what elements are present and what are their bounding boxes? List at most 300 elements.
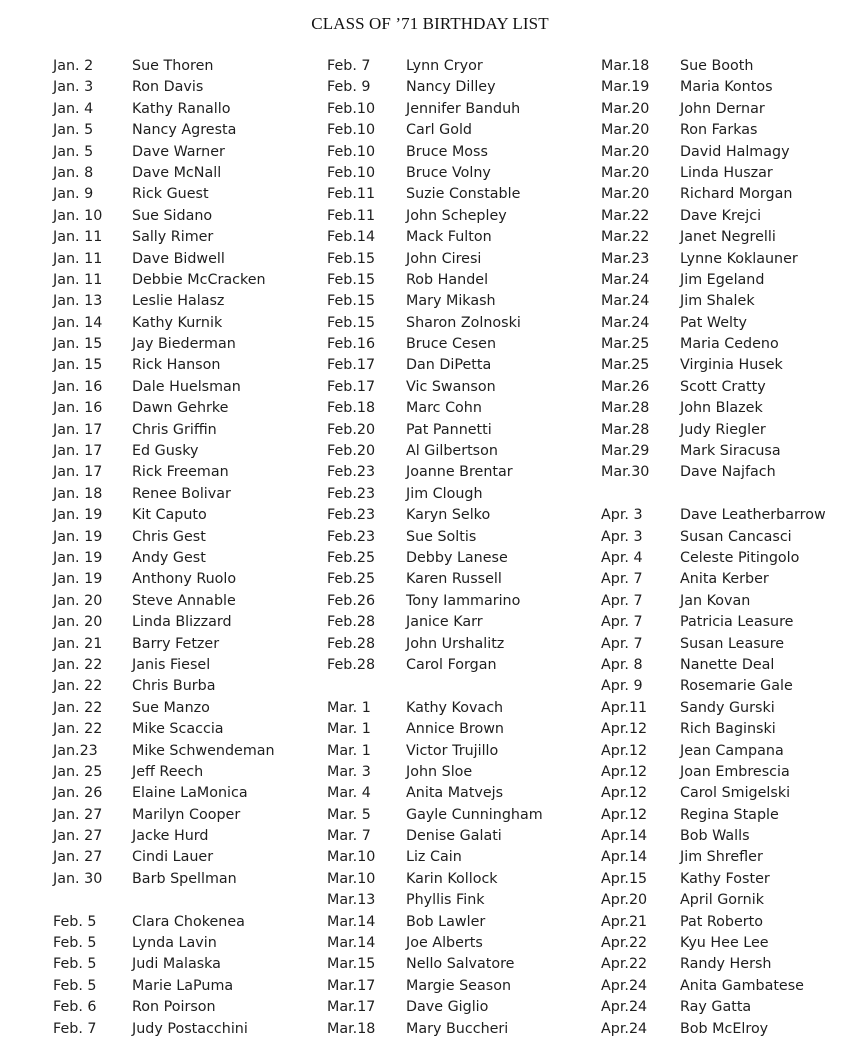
birthday-entry: [601, 227, 860, 248]
birthday-entry: [53, 505, 323, 526]
birthday-date: Jan. 19: [53, 528, 103, 545]
birthday-entry: [53, 270, 323, 291]
birthday-date: Feb.15: [327, 271, 376, 288]
classmate-name: Janis Fiesel: [132, 656, 211, 673]
birthday-date: Feb.11: [327, 186, 376, 203]
classmate-name: Lynn Cryor: [406, 58, 483, 74]
birthday-date: Jan. 22: [53, 656, 103, 673]
birthday-entry: [601, 291, 860, 312]
birthday-date: Jan. 30: [53, 870, 103, 887]
classmate-name: Jay Biederman: [132, 336, 236, 353]
classmate-name: Marilyn Cooper: [132, 806, 241, 823]
classmate-name: Pat Roberto: [680, 913, 764, 930]
birthday-date: Feb.28: [327, 656, 376, 673]
birthday-date: Jan. 21: [53, 635, 103, 652]
classmate-name: Phyllis Fink: [406, 892, 485, 909]
birthday-entry: [327, 719, 597, 740]
birthday-entry: [327, 805, 597, 826]
birthday-date: Feb.11: [327, 207, 376, 224]
classmate-name: Ron Poirson: [132, 999, 216, 1016]
birthday-entry: [327, 77, 597, 98]
birthday-entry: [601, 249, 860, 270]
classmate-name: Sally Rimer: [132, 229, 214, 246]
classmate-name: Jan Kovan: [680, 592, 751, 609]
birthday-date: Feb.20: [327, 421, 376, 438]
birthday-entry: [53, 783, 323, 804]
birthday-entry: [601, 805, 860, 826]
classmate-name: Jim Egeland: [680, 271, 765, 288]
birthday-entry: [53, 826, 323, 847]
birthday-date: Mar.10: [327, 849, 376, 866]
classmate-name: Mary Buccheri: [406, 1020, 509, 1037]
classmate-name: Kathy Kurnik: [132, 314, 223, 331]
birthday-entry: [601, 997, 860, 1018]
birthday-entry: [327, 120, 597, 141]
birthday-entry: [327, 99, 597, 120]
classmate-name: Dale Huelsman: [132, 378, 241, 395]
birthday-date: Apr.12: [601, 721, 648, 738]
birthday-entry: [601, 634, 860, 655]
classmate-name: Chris Griffin: [132, 421, 217, 438]
classmate-name: Chris Burba: [132, 678, 216, 695]
birthday-entry: [327, 505, 597, 526]
classmate-name: Virginia Husek: [680, 357, 783, 374]
classmate-name: Tony Iammarino: [406, 592, 521, 609]
birthday-date: Mar.29: [601, 443, 650, 460]
birthday-date: Mar.25: [601, 357, 650, 374]
classmate-name: Bruce Cesen: [406, 336, 497, 353]
classmate-name: Rob Handel: [406, 271, 489, 288]
classmate-name: Nello Salvatore: [406, 956, 515, 973]
birthday-entry: [53, 805, 323, 826]
birthday-entry: [327, 377, 597, 398]
birthday-entry: [53, 762, 323, 783]
birthday-date: Mar.20: [601, 186, 650, 203]
birthday-entry: [601, 548, 860, 569]
birthday-entry: [327, 227, 597, 248]
birthday-date: Jan. 26: [53, 785, 103, 802]
birthday-date: Feb.28: [327, 635, 376, 652]
birthday-entry: [327, 206, 597, 227]
classmate-name: Judy Postacchini: [132, 1020, 248, 1037]
birthday-entry: [601, 184, 860, 205]
birthday-entry: [601, 912, 860, 933]
birthday-entry: [53, 99, 323, 120]
birthday-date: Feb.20: [327, 443, 376, 460]
birthday-entry: [53, 462, 323, 483]
classmate-name: Elaine LaMonica: [132, 785, 248, 802]
birthday-entry: [327, 847, 597, 868]
classmate-name: Joan Embrescia: [680, 763, 790, 780]
classmate-name: Rick Freeman: [132, 464, 229, 481]
spacer-row: [327, 676, 597, 697]
classmate-name: Karyn Selko: [406, 507, 491, 524]
classmate-name: Judy Riegler: [680, 421, 766, 438]
birthday-entry: [327, 954, 597, 975]
birthday-entry: [327, 976, 597, 997]
birthday-date: Mar. 1: [327, 699, 371, 716]
classmate-name: Carol Smigelski: [680, 785, 791, 802]
birthday-date: Mar.28: [601, 400, 650, 417]
classmate-name: Celeste Pitingolo: [680, 549, 800, 566]
birthday-date: Apr. 4: [601, 549, 643, 566]
classmate-name: Lynda Lavin: [132, 935, 217, 952]
birthday-date: Jan. 17: [53, 464, 103, 481]
birthday-date: Jan. 2: [53, 58, 94, 74]
classmate-name: Dave Krejci: [680, 207, 762, 224]
page-title: CLASS OF ’71 BIRTHDAY LIST: [311, 14, 549, 33]
birthday-date: Apr.15: [601, 870, 648, 887]
birthday-entry: [327, 249, 597, 270]
classmate-name: Mark Siracusa: [680, 443, 781, 460]
birthday-entry: [327, 142, 597, 163]
birthday-date: Jan. 11: [53, 271, 103, 288]
birthday-date: Feb. 5: [53, 956, 97, 973]
birthday-date: Apr.14: [601, 849, 648, 866]
classmate-name: Al Gilbertson: [406, 443, 498, 460]
birthday-date: Jan.23: [53, 742, 98, 759]
birthday-entry: [53, 869, 323, 890]
birthday-entry: [53, 334, 323, 355]
classmate-name: Regina Staple: [680, 806, 779, 823]
birthday-entry: [601, 976, 860, 997]
classmate-name: Barb Spellman: [132, 870, 237, 887]
classmate-name: John Ciresi: [406, 250, 482, 267]
birthday-entry: [327, 355, 597, 376]
classmate-name: Richard Morgan: [680, 186, 793, 203]
classmate-name: Bruce Volny: [406, 164, 491, 181]
birthday-entry: [53, 741, 323, 762]
birthday-entry: [53, 698, 323, 719]
birthday-entry: [53, 163, 323, 184]
birthday-entry: [53, 484, 323, 505]
birthday-date: Apr. 9: [601, 678, 643, 695]
birthday-date: Feb.23: [327, 507, 376, 524]
classmate-name: Joanne Brentar: [406, 464, 513, 481]
classmate-name: Nanette Deal: [680, 656, 775, 673]
birthday-date: Jan. 10: [53, 207, 103, 224]
classmate-name: Kathy Kovach: [406, 699, 504, 716]
birthday-date: Mar.22: [601, 207, 650, 224]
classmate-name: Rick Guest: [132, 186, 209, 203]
birthday-entry: [327, 933, 597, 954]
birthday-date: Jan. 22: [53, 678, 103, 695]
birthday-date: Jan. 13: [53, 293, 103, 310]
classmate-name: Jean Campana: [680, 742, 784, 759]
classmate-name: Liz Cain: [406, 849, 462, 866]
birthday-entry: [327, 890, 597, 911]
birthday-date: Mar.18: [327, 1020, 376, 1037]
birthday-date: Feb. 7: [327, 58, 371, 74]
birthday-entry: [601, 398, 860, 419]
birthday-entry: [53, 313, 323, 334]
birthday-date: Mar.10: [327, 870, 376, 887]
birthday-entry: [327, 184, 597, 205]
classmate-name: John Urshalitz: [406, 635, 505, 652]
birthday-date: Mar.24: [601, 293, 650, 310]
birthday-entry: [327, 783, 597, 804]
birthday-date: Jan. 27: [53, 806, 103, 823]
birthday-date: Feb. 6: [53, 999, 97, 1016]
classmate-name: Susan Cancasci: [680, 528, 792, 545]
classmate-name: Ed Gusky: [132, 443, 199, 460]
birthday-date: Apr.21: [601, 913, 648, 930]
birthday-date: Jan. 19: [53, 571, 103, 588]
birthday-entry: [601, 206, 860, 227]
birthday-date: Mar.15: [327, 956, 376, 973]
birthday-entry: [53, 355, 323, 376]
birthday-date: Mar.14: [327, 913, 376, 930]
classmate-name: Janet Negrelli: [680, 229, 776, 246]
classmate-name: Anita Kerber: [680, 571, 769, 588]
birthday-entry: [53, 933, 323, 954]
birthday-date: Feb.23: [327, 464, 376, 481]
classmate-name: Pat Pannetti: [406, 421, 492, 438]
birthday-entry: [53, 976, 323, 997]
birthday-date: Feb. 5: [53, 977, 97, 994]
birthday-date: Apr.22: [601, 956, 648, 973]
birthday-date: Mar.14: [327, 935, 376, 952]
classmate-name: Ron Davis: [132, 79, 204, 96]
birthday-entry: [53, 249, 323, 270]
birthday-date: Apr.22: [601, 935, 648, 952]
birthday-date: Feb.28: [327, 614, 376, 631]
classmate-name: Nancy Agresta: [132, 122, 237, 139]
birthday-entry: [53, 847, 323, 868]
birthday-date: Feb. 5: [53, 913, 97, 930]
classmate-name: Kathy Ranallo: [132, 100, 231, 117]
birthday-entry: [601, 270, 860, 291]
birthday-date: Mar.25: [601, 336, 650, 353]
classmate-name: John Blazek: [680, 400, 763, 417]
birthday-entry: [327, 484, 597, 505]
classmate-name: Sue Booth: [680, 58, 754, 74]
birthday-date: Mar.22: [601, 229, 650, 246]
birthday-entry: [327, 569, 597, 590]
classmate-name: Chris Gest: [132, 528, 206, 545]
classmate-name: John Dernar: [680, 100, 765, 117]
birthday-entry: [327, 741, 597, 762]
classmate-name: Bruce Moss: [406, 143, 488, 160]
birthday-entry: [327, 1019, 597, 1040]
classmate-name: Clara Chokenea: [132, 913, 245, 930]
birthday-entry: [53, 184, 323, 205]
classmate-name: Victor Trujillo: [406, 742, 499, 759]
birthday-date: Apr.12: [601, 742, 648, 759]
birthday-entry: [601, 655, 860, 676]
classmate-name: Leslie Halasz: [132, 293, 225, 310]
birthday-entry: [601, 869, 860, 890]
spacer-row: [53, 890, 323, 911]
birthday-entry: [601, 355, 860, 376]
birthday-entry: [601, 826, 860, 847]
birthday-entry: [601, 591, 860, 612]
classmate-name: Jim Clough: [406, 485, 483, 502]
birthday-date: Feb.14: [327, 229, 376, 246]
birthday-date: Jan. 17: [53, 443, 103, 460]
classmate-name: Sue Sidano: [132, 207, 213, 224]
birthday-date: Jan. 27: [53, 849, 103, 866]
birthday-date: Mar.30: [601, 464, 650, 481]
birthday-entry: [53, 441, 323, 462]
birthday-entry: [53, 206, 323, 227]
birthday-entry: [327, 313, 597, 334]
birthday-entry: [53, 634, 323, 655]
birthday-entry: [53, 398, 323, 419]
birthday-date: Apr.24: [601, 999, 648, 1016]
birthday-entry: [327, 634, 597, 655]
classmate-name: Jim Shrefler: [680, 849, 763, 866]
birthday-entry: [601, 142, 860, 163]
classmate-name: Rich Baginski: [680, 721, 776, 738]
birthday-date: Apr. 7: [601, 635, 643, 652]
classmate-name: Mack Fulton: [406, 229, 492, 246]
birthday-date: Mar.17: [327, 999, 376, 1016]
birthday-date: Apr. 7: [601, 614, 643, 631]
birthday-entry: [601, 1019, 860, 1040]
classmate-name: Rosemarie Gale: [680, 678, 793, 695]
classmate-name: Nancy Dilley: [406, 79, 496, 96]
birthday-date: Jan. 5: [53, 122, 94, 139]
birthday-entry: [327, 997, 597, 1018]
classmate-name: Joe Alberts: [406, 935, 483, 952]
birthday-date: Jan. 16: [53, 400, 103, 417]
birthday-date: Mar.28: [601, 421, 650, 438]
classmate-name: Ray Gatta: [680, 999, 752, 1016]
classmate-name: Anita Gambatese: [680, 977, 804, 994]
birthday-date: Mar.18: [601, 58, 650, 74]
birthday-entry: [601, 569, 860, 590]
birthday-date: Mar. 4: [327, 785, 371, 802]
classmate-name: Kyu Hee Lee: [680, 935, 769, 952]
birthday-entry: [53, 227, 323, 248]
birthday-entry: [601, 719, 860, 740]
birthday-entry: [327, 441, 597, 462]
classmate-name: Bob Walls: [680, 828, 750, 845]
birthday-entry: [601, 762, 860, 783]
birthday-date: Jan. 18: [53, 485, 103, 502]
classmate-name: Linda Huszar: [680, 164, 773, 181]
birthday-date: Feb.16: [327, 336, 376, 353]
classmate-name: Patricia Leasure: [680, 614, 794, 631]
birthday-date: Apr. 7: [601, 571, 643, 588]
birthday-date: Feb. 5: [53, 935, 97, 952]
birthday-entry: [53, 676, 323, 697]
classmate-name: Dave Giglio: [406, 999, 489, 1016]
birthday-entry: [327, 398, 597, 419]
birthday-date: Jan. 5: [53, 143, 94, 160]
classmate-name: Marie LaPuma: [132, 977, 234, 994]
classmate-name: Denise Galati: [406, 828, 502, 845]
classmate-name: Judi Malaska: [132, 956, 221, 973]
birthday-entry: [327, 912, 597, 933]
birthday-entry: [601, 676, 860, 697]
birthday-entry: [601, 420, 860, 441]
birthday-date: Jan. 3: [53, 79, 94, 96]
birthday-date: Feb.25: [327, 571, 376, 588]
birthday-entry: [601, 120, 860, 141]
classmate-name: Janice Karr: [406, 614, 483, 631]
birthday-date: Apr. 8: [601, 656, 643, 673]
birthday-date: Jan. 4: [53, 100, 94, 117]
birthday-entry: [601, 698, 860, 719]
birthday-date: Mar.17: [327, 977, 376, 994]
classmate-name: Susan Leasure: [680, 635, 785, 652]
birthday-date: Jan. 14: [53, 314, 103, 331]
birthday-date: Feb.15: [327, 250, 376, 267]
birthday-entry: [327, 270, 597, 291]
birthday-date: Mar.24: [601, 314, 650, 331]
birthday-date: Apr.11: [601, 699, 648, 716]
birthday-entry: [53, 591, 323, 612]
birthday-entry: [327, 698, 597, 719]
classmate-name: Dawn Gehrke: [132, 400, 229, 417]
birthday-entry: [601, 377, 860, 398]
classmate-name: Mary Mikash: [406, 293, 496, 310]
classmate-name: Gayle Cunningham: [406, 806, 543, 823]
birthday-date: Mar. 5: [327, 806, 371, 823]
classmate-name: Renee Bolivar: [132, 485, 231, 502]
classmate-name: Sue Manzo: [132, 699, 210, 716]
classmate-name: Margie Season: [406, 977, 511, 994]
birthday-entry: [601, 505, 860, 526]
birthday-date: Jan. 15: [53, 336, 103, 353]
birthday-entry: [327, 762, 597, 783]
birthday-entry: [53, 912, 323, 933]
birthday-entry: [601, 441, 860, 462]
birthday-entry: [53, 56, 323, 77]
birthday-date: Feb.23: [327, 528, 376, 545]
classmate-name: Dave Leatherbarrow: [680, 507, 826, 524]
birthday-date: Mar.20: [601, 100, 650, 117]
birthday-date: Jan. 11: [53, 250, 103, 267]
classmate-name: Sue Soltis: [406, 528, 477, 545]
birthday-entry: [601, 99, 860, 120]
birthday-date: Jan. 27: [53, 828, 103, 845]
classmate-name: Scott Cratty: [680, 378, 766, 395]
classmate-name: Sandy Gurski: [680, 699, 775, 716]
classmate-name: Jeff Reech: [132, 763, 204, 780]
birthday-entry: [601, 954, 860, 975]
classmate-name: Karen Russell: [406, 571, 502, 588]
classmate-name: Jennifer Banduh: [406, 100, 521, 117]
classmate-name: Rick Hanson: [132, 357, 221, 374]
birthday-date: Mar.20: [601, 164, 650, 181]
birthday-entry: [601, 527, 860, 548]
birthday-date: Feb.23: [327, 485, 376, 502]
birthday-date: Apr.12: [601, 763, 648, 780]
birthday-entry: [53, 719, 323, 740]
birthday-entry: [601, 163, 860, 184]
birthday-date: Mar. 1: [327, 742, 371, 759]
classmate-name: Dave Bidwell: [132, 250, 225, 267]
birthday-entry: [53, 120, 323, 141]
birthday-entry: [327, 462, 597, 483]
birthday-entry: [601, 741, 860, 762]
classmate-name: Suzie Constable: [406, 186, 521, 203]
classmate-name: April Gornik: [680, 892, 764, 909]
birthday-entry: [53, 954, 323, 975]
classmate-name: Carol Forgan: [406, 656, 497, 673]
birthday-entry: [327, 655, 597, 676]
classmate-name: Dave McNall: [132, 164, 222, 181]
birthday-date: Jan. 22: [53, 699, 103, 716]
birthday-entry: [327, 548, 597, 569]
birthday-entry: [601, 783, 860, 804]
classmate-name: Pat Welty: [680, 314, 748, 331]
birthday-entry: [601, 77, 860, 98]
birthday-column-3: [601, 56, 860, 1040]
